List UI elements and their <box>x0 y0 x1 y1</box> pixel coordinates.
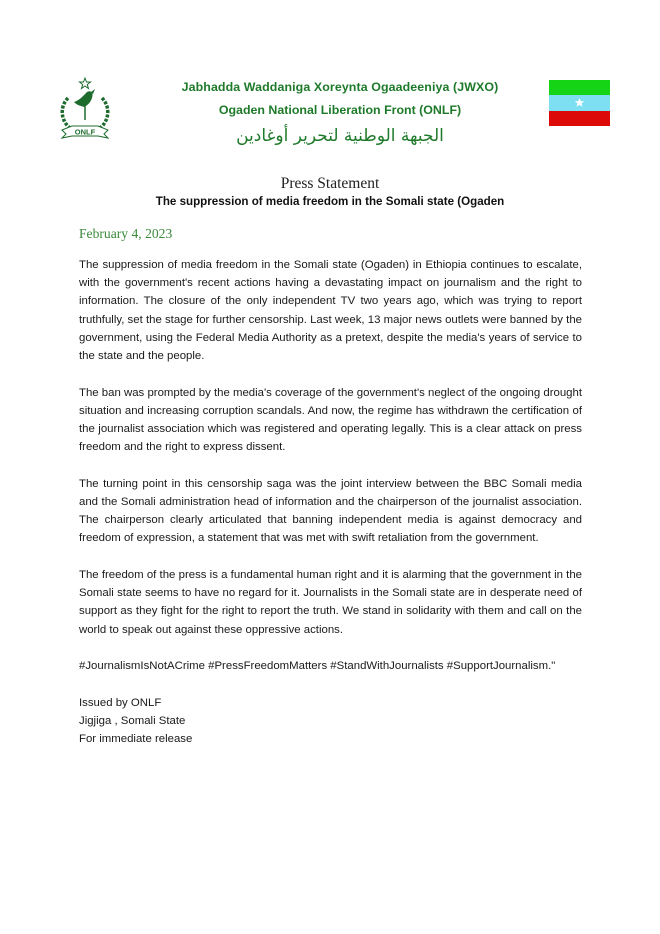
hashtags: #JournalismIsNotACrime #PressFreedomMatters #StandWithJournalists #SupportJournalism." <box>79 660 556 673</box>
ogaden-flag-icon <box>549 80 610 126</box>
onlf-logo <box>54 76 116 144</box>
location: Jigjiga , Somali State <box>79 715 186 728</box>
paragraph: The freedom of the press is a fundamental human right and it is alarming that the government in the Somali state seems to have no regard for it. Journalists in the Somali state are in desperate need of support as they fight for the right to report the truth. We stand in solidarity with them and call on the world to speak out against these oppressive actions. <box>79 569 582 636</box>
eagle-wreath-emblem-icon <box>54 76 116 144</box>
org-name-somali: Jabhadda Waddaniga Xoreynta Ogaadeeniya (JWXO) <box>181 80 499 94</box>
flag-stripe-green <box>549 80 610 95</box>
issued-by: Issued by ONLF <box>79 696 162 709</box>
signoff <box>79 694 582 749</box>
document-title: Press Statement <box>280 175 380 192</box>
logo-label: ONLF <box>74 127 96 137</box>
document-body <box>79 256 582 748</box>
document-subtitle: The suppression of media freedom in the Somali state (Ogaden <box>155 195 505 208</box>
paragraph: The turning point in this censorship saga was the joint interview between the BBC Somali media and the Somali administration head of information and the chairperson of the journalist association. The chairperson clearly articulated that banning independent media is against democracy and freedom of expression, a statement that was met with swift retaliation from the government. <box>79 477 582 545</box>
org-name-arabic: الجبهة الوطنية لتحرير أوغادين <box>236 126 444 146</box>
paragraph: The ban was prompted by the media's coverage of the government's neglect of the ongoing drought situation and increasing corruption scandals. And now, the regime has withdrawn the certification of the journalist association which was registered and operating legally. This is a clear attack on press freedom and the right to express dissent. <box>79 386 582 454</box>
org-name-english: Ogaden National Liberation Front (ONLF) <box>218 103 462 117</box>
paragraph: The suppression of media freedom in the Somali state (Ogaden) in Ethiopia continues to escalate, with the government's recent actions having a devastating impact on journalism and the right to information. The closure of the only independent TV two years ago, which was trying to report truthfully, set the stage for further censorship. Last week, 13 major news outlets were banned by the government, using the Federal Media Authority as a pretext, despite the media's years of service to the state and the people. <box>79 259 582 363</box>
flag-stripe-red <box>549 111 610 126</box>
star-icon <box>549 95 610 110</box>
release-note: For immediate release <box>79 733 193 746</box>
document-date: February 4, 2023 <box>79 226 173 241</box>
flag-stripe-blue <box>549 95 610 110</box>
